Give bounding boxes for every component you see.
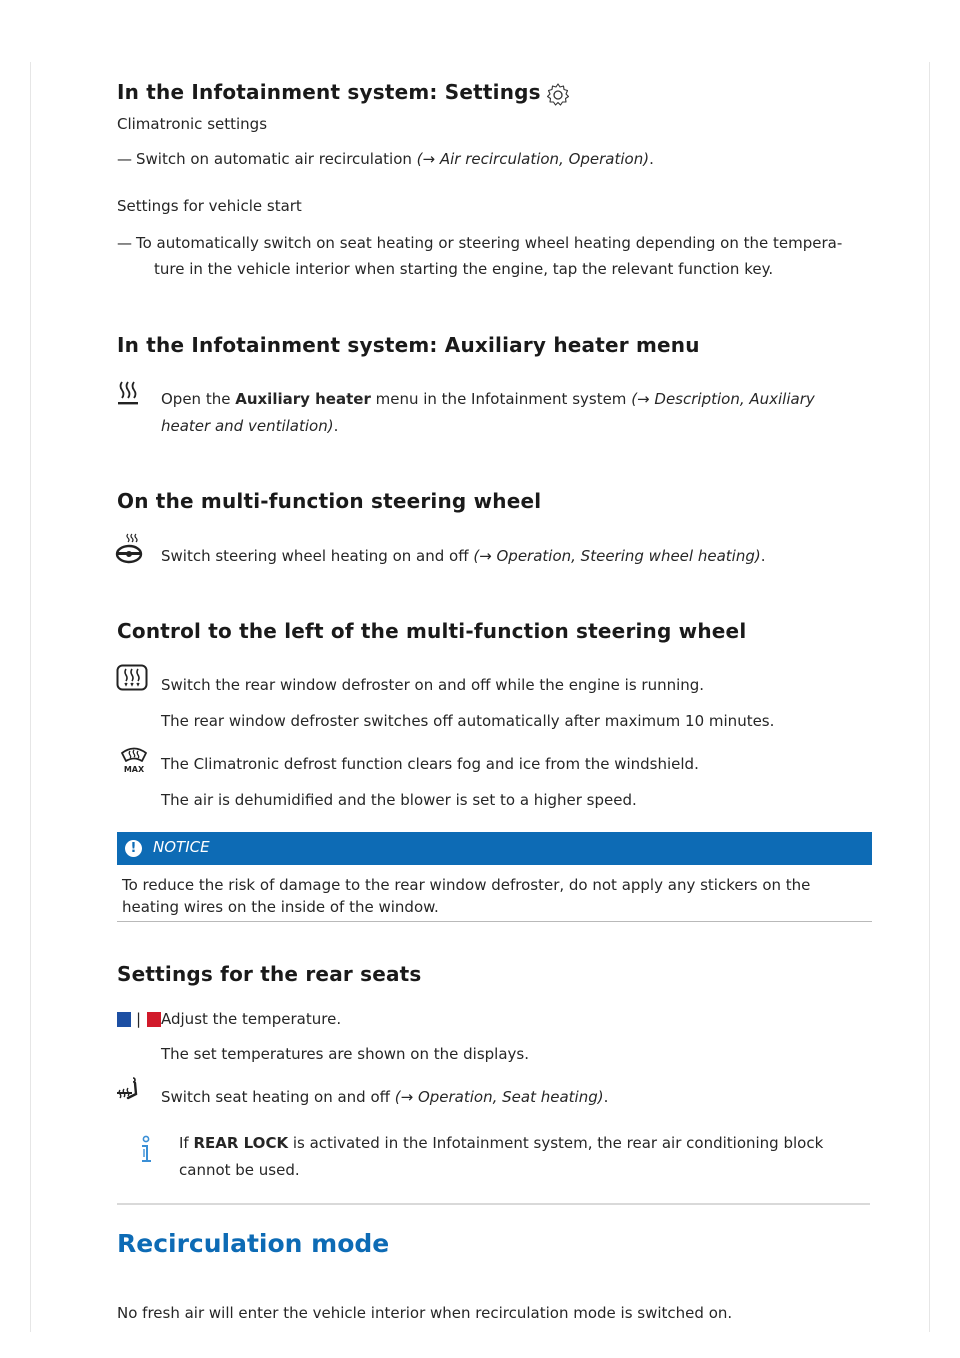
dehumidify-text: The air is dehumidified and the blower is set to a higher speed. bbox=[161, 791, 637, 809]
cross-reference-link[interactable]: heater and ventilation) bbox=[161, 417, 334, 435]
rear-defroster-text: Switch the rear window defroster on and off while the engine is running. bbox=[161, 676, 705, 694]
section-heading-steering-wheel: On the multi-function steering wheel bbox=[117, 489, 542, 513]
list-item-seat-heating: To automatically switch on seat heating or steering wheel heating depending on the tempera- bbox=[136, 234, 843, 252]
notice-exclamation-icon: ! bbox=[125, 840, 142, 857]
rear-lock-label: REAR LOCK bbox=[193, 1134, 289, 1152]
notice-text bbox=[122, 874, 862, 918]
section-heading-settings bbox=[117, 80, 541, 104]
section-divider bbox=[117, 1203, 870, 1205]
instruction-text: Switch steering wheel heating on and off bbox=[161, 547, 474, 565]
gear-icon bbox=[545, 82, 571, 112]
cross-reference-link[interactable]: (→ Description, Auxiliary bbox=[631, 390, 815, 408]
list-dash: — bbox=[117, 234, 132, 252]
rear-window-defroster-icon bbox=[116, 664, 148, 696]
separator: | bbox=[136, 1010, 142, 1028]
notice-bar bbox=[117, 832, 872, 865]
set-temperatures-text: The set temperatures are shown on the displays. bbox=[161, 1045, 529, 1063]
auxiliary-heater-icon bbox=[117, 380, 139, 412]
steering-wheel-instruction bbox=[161, 543, 765, 570]
section-heading-settings-text: In the Infotainment system: Settings bbox=[117, 80, 541, 104]
section-heading-control-left: Control to the left of the multi-function steering wheel bbox=[117, 619, 747, 643]
rear-defroster-auto-off-text: The rear window defroster switches off automatically after maximum 10 minutes. bbox=[161, 712, 775, 730]
warm-temperature-icon bbox=[147, 1012, 161, 1027]
section-heading-rear-seats: Settings for the rear seats bbox=[117, 962, 422, 986]
recirculation-mode-text: No fresh air will enter the vehicle interior when recirculation mode is switched on. bbox=[117, 1304, 733, 1322]
instruction-text: Switch seat heating on and off bbox=[161, 1088, 395, 1106]
instruction-text: Open the bbox=[161, 390, 236, 408]
info-text: is activated in the Infotainment system, the rear air conditioning block bbox=[288, 1134, 824, 1152]
notice-text-line: heating wires on the inside of the window. bbox=[122, 898, 439, 916]
defrost-text: The Climatronic defrost function clears fog and ice from the windshield. bbox=[161, 755, 699, 773]
list-item-recirculation bbox=[136, 146, 654, 173]
period: . bbox=[649, 150, 654, 168]
info-rear-lock-text bbox=[179, 1130, 823, 1157]
notice-text-line: To reduce the risk of damage to the rear window defroster, do not apply any stickers on the bbox=[122, 876, 811, 894]
recirculation-mode-heading: Recirculation mode bbox=[117, 1229, 390, 1258]
list-dash: — bbox=[117, 150, 132, 168]
cross-reference-link[interactable]: (→ Operation, Seat heating) bbox=[394, 1088, 604, 1106]
period: . bbox=[760, 547, 766, 565]
steering-wheel-heating-icon bbox=[115, 533, 145, 569]
auxiliary-heater-instruction bbox=[161, 386, 815, 413]
seat-heating-icon bbox=[116, 1076, 142, 1110]
info-icon bbox=[139, 1135, 153, 1169]
cross-reference-link[interactable]: (→ Air recirculation, Operation) bbox=[416, 150, 650, 168]
seat-heating-instruction bbox=[161, 1084, 608, 1111]
max-defrost-icon bbox=[119, 744, 149, 778]
auxiliary-heater-instruction-cont bbox=[161, 413, 338, 440]
cold-temperature-icon bbox=[117, 1012, 131, 1027]
max-label: MAX bbox=[123, 765, 145, 774]
page-border-right bbox=[929, 62, 930, 1332]
list-item-seat-heating-cont: ture in the vehicle interior when starting the engine, tap the relevant function key. bbox=[154, 260, 774, 278]
info-text: If bbox=[179, 1134, 194, 1152]
vehicle-start-label: Settings for vehicle start bbox=[117, 197, 302, 215]
menu-name: Auxiliary heater bbox=[235, 390, 371, 408]
climatronic-settings-label: Climatronic settings bbox=[117, 115, 268, 133]
page-border-left bbox=[30, 62, 31, 1332]
section-heading-auxiliary-heater: In the Infotainment system: Auxiliary heater menu bbox=[117, 333, 700, 357]
notice-divider bbox=[117, 921, 872, 922]
info-rear-lock-text-cont: cannot be used. bbox=[179, 1161, 300, 1179]
period: . bbox=[333, 417, 339, 435]
instruction-text: menu in the Infotainment system bbox=[370, 390, 632, 408]
list-item-text: Switch on automatic air recirculation bbox=[136, 150, 417, 168]
adjust-temperature-text: Adjust the temperature. bbox=[161, 1010, 342, 1028]
notice-label: NOTICE bbox=[153, 838, 210, 856]
period: . bbox=[603, 1088, 609, 1106]
cross-reference-link[interactable]: (→ Operation, Steering wheel heating) bbox=[473, 547, 761, 565]
